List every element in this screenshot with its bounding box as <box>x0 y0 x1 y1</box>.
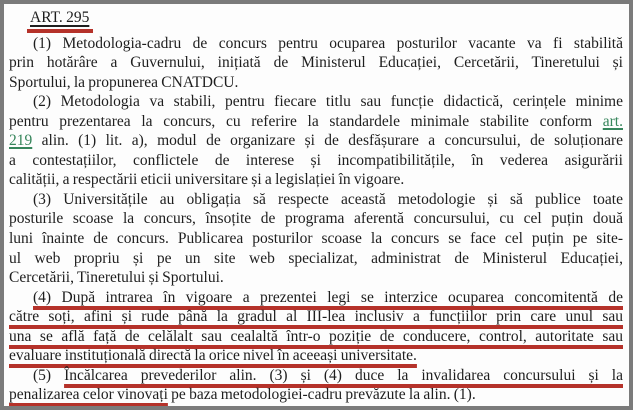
text-line <box>9 307 623 327</box>
text-line <box>9 92 623 112</box>
red-underlined-text: evaluare instituțională directă la orice nivel în aceeași universitate. <box>9 347 417 365</box>
text-line <box>9 73 623 93</box>
text-segment: (2) Metodologia va stabili, pentru fiecare titlu sau funcție didactică, cerințele minime <box>33 93 623 111</box>
text-line <box>9 190 623 210</box>
text-line <box>9 170 623 190</box>
text-line <box>9 34 623 54</box>
text-segment: (3) Universitățile au obligația să respecte această metodologie și să publice toate <box>33 190 623 208</box>
text-segment: posturile scoase la concurs, însoțite de programa aferentă concursului, cu cel puțin două <box>9 210 623 228</box>
link-art-219[interactable]: art. <box>602 112 623 130</box>
text-line <box>9 229 623 249</box>
text-line <box>9 288 623 308</box>
text-line <box>9 366 623 386</box>
red-underlined-text: către soți, afini și rude până la gradul al III-lea inclusiv a funcțiilor prin care unul sau <box>9 308 623 326</box>
text-line <box>9 385 623 405</box>
text-segment: (5) <box>33 366 65 384</box>
red-underlined-text: una se află față de celălalt sau cealaltă într-o poziție de conducere, control, autoritate sau <box>9 327 623 345</box>
text-line <box>9 209 623 229</box>
red-underlined-text: penalizarea celor vinovați <box>9 386 168 404</box>
text-segment: prin hotărâre a Guvernului, inițiată de Ministerul Educației, Cercetării, Tineretului și <box>9 54 623 72</box>
text-line <box>9 53 623 73</box>
text-segment: Sportului, la propunerea CNATDCU. <box>9 73 239 91</box>
article-title-line <box>9 8 623 33</box>
text-line <box>9 131 623 151</box>
text-segment: luni înainte de concurs. Publicarea posturilor scoase la concurs se face cel puțin pe site- <box>9 230 623 248</box>
text-line <box>9 151 623 171</box>
red-underlined-text: (4) După intrarea în vigoare a prezentei legi se interzice ocuparea concomitentă de <box>33 288 623 306</box>
link-art-219[interactable]: 219 <box>9 132 33 150</box>
red-underlined-text: Încălcarea prevederilor alin. (3) și (4) duce la invalidarea concursului și la <box>64 366 623 384</box>
text-line <box>9 249 623 269</box>
text-line <box>9 346 623 366</box>
text-segment: Cercetării, Tineretului și Sportului. <box>9 269 224 287</box>
text-line <box>9 327 623 347</box>
text-segment: (1) Metodologia-cadru de concurs pentru ocuparea posturilor vacante va fi stabilită <box>33 34 623 52</box>
text-segment: pentru prezentarea la concurs, cu referire la standardele minimale stabilite conform <box>9 112 603 130</box>
text-segment: a contestațiilor, conflictele de interese și incompatibilitățile, în vederea asigurării <box>9 151 623 169</box>
red-marker-underline <box>27 8 93 33</box>
document-lines <box>9 34 623 405</box>
text-segment: calității, a respectării eticii universitare și a legislației în vigoare. <box>9 171 405 189</box>
text-segment: ul web propriu și pe un site web specializat, administrat de Ministerul Educației, <box>9 249 623 267</box>
text-segment: alin. (1) lit. a), modul de organizare și de desfășurare a concursului, de soluționare <box>32 132 623 150</box>
text-segment: pe baza metodologiei-cadru prevăzute la alin. (1). <box>167 386 476 404</box>
text-line <box>9 112 623 132</box>
text-line <box>9 268 623 288</box>
article-title: ART. 295 <box>30 9 90 26</box>
